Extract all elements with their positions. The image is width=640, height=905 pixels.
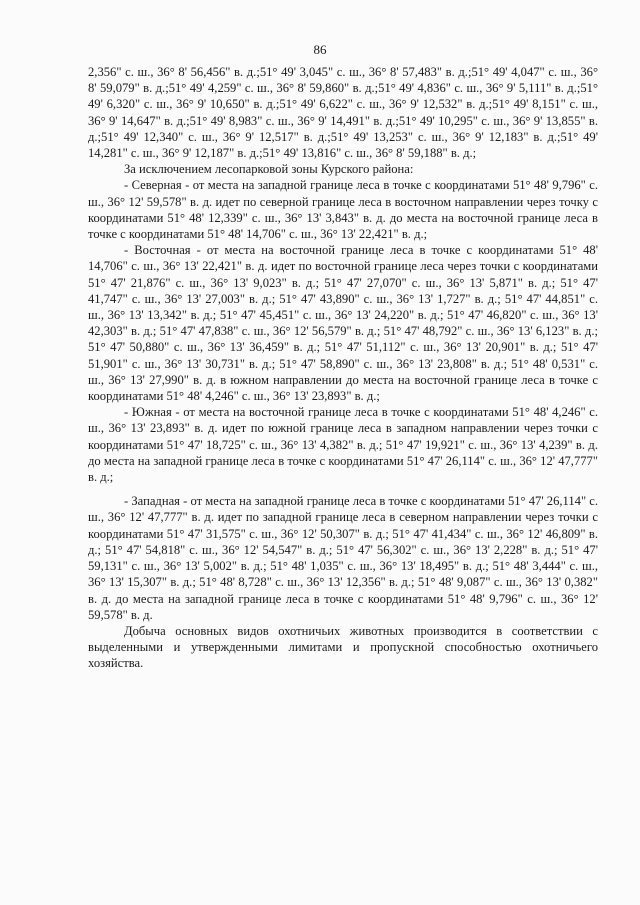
exception-heading: За исключением лесопарковой зоны Курского района: — [124, 162, 414, 177]
page-number: 86 — [313, 42, 327, 57]
south-boundary-paragraph: - Южная - от места на восточной границе леса в точке с координатами 51° 48' 4,246" с. ш., 36° 13' 23,893" в. д. идет по южной границе леса в западном направлении через точки с координатами 51° 47' 18,725" с. ш., 36° 13' 4,382" в. д.; 51° 47' 19,921" с. ш., 36° 13' 4,239" в. д. до места на западной границе леса в точке с координатами 51° 47' 26,114" с. ш., 36° 12' 47,777" в. д.; — [88, 405, 598, 485]
west-boundary-paragraph: - Западная - от места на западной границе леса в точке с координатами 51° 47' 26,114" с. ш., 36° 12' 47,777" в. д. идет по западной границе леса в северном направлении через точки с координатами 51° 47' 31,575" с. ш., 36° 12' 50,307" в. д.; 51° 47' 41,434" с. ш., 36° 12' 46,809" в. д.; 51° 47' 54,818" с. ш., 36° 12' 54,547" в. д.; 51° 47' 56,302" с. ш., 36° 13' 2,228" в. д.; 51° 47' 59,131" с. ш., 36° 13' 5,002" в. д.; 51° 48' 1,035" с. ш., 36° 13' 18,495" в. д.; 51° 48' 3,444" с. ш., 36° 13' 15,307" в. д.; 51° 48' 8,728" с. ш., 36° 13' 12,356" в. д.; 51° 48' 9,087" с. ш., 36° 13' 0,382" в. д. до места на западной границе леса в точке с координатами 51° 48' 9,796" с. ш., 36° 12' 59,578" в. д. — [88, 494, 598, 622]
north-boundary-paragraph: - Северная - от места на западной границе леса в точке с координатами 51° 48' 9,796" с. ш., 36° 12' 59,578" в. д. идет по северной границе леса в восточном направлении через точку с координатами 51° 48' 12,339" с. ш., 36° 13' 3,843" в. д. до места на восточной границе леса в точке с координатами 51° 48' 14,706" с. ш., 36° 13' 22,421" в. д.; — [88, 178, 598, 242]
hunting-limits-paragraph: Добыча основных видов охотничьих животных производится в соответствии с выделенными и утвержденными лимитами и пропускной способностью охотничьего хозяйства. — [88, 623, 598, 671]
document-body — [88, 64, 598, 672]
coordinates-continuation: 2,356" с. ш., 36° 8' 56,456" в. д.;51° 49' 3,045" с. ш., 36° 8' 57,483" в. д.;51° 49' 4,047" с. ш., 36° 8' 59,079" в. д.;51° 49' 4,259" с. ш., 36° 8' 59,860" в. д.;51° 49' 4,836" с. ш., 36° 9' 5,111" в. д.;51° 49' 6,320" с. ш., 36° 9' 10,650" в. д.;51° 49' 6,622" с. ш., 36° 9' 12,532" в. д.;51° 49' 8,151" с. ш., 36° 9' 14,647" в. д.;51° 49' 8,983" с. ш., 36° 9' 14,491" в. д.;51° 49' 10,295" с. ш., 36° 9' 13,855" в. д.;51° 49' 12,340" с. ш., 36° 9' 12,517" в. д.;51° 49' 13,253" с. ш., 36° 9' 12,183" в. д.;51° 49' 14,281" с. ш., 36° 9' 12,187" в. д.;51° 49' 13,816" с. ш., 36° 8' 59,188" в. д.; — [88, 65, 598, 161]
east-boundary-paragraph: - Восточная - от места на восточной границе леса в точке с координатами 51° 48' 14,706" с. ш., 36° 13' 22,421" в. д. идет по восточной границе леса через точки с координатами 51° 47' 21,876" с. ш., 36° 13' 9,023" в. д.; 51° 47' 27,070" с. ш., 36° 13' 5,871" в. д.; 51° 47' 41,747" с. ш., 36° 13' 27,003" в. д.; 51° 47' 43,890" с. ш., 36° 13' 1,727" в. д.; 51° 47' 44,851" с. ш., 36° 13' 13,342" в. д.; 51° 47' 45,451" с. ш., 36° 13' 24,220" в. д.; 51° 47' 46,820" с. ш., 36° 13' 42,303" в. д.; 51° 47' 47,838" с. ш., 36° 12' 56,579" в. д.; 51° 47' 48,792" с. ш., 36° 13' 6,123" в. д.; 51° 47' 50,880" с. ш., 36° 13' 36,459" в. д.; 51° 47' 51,112" с. ш., 36° 13' 20,901" в. д.; 51° 47' 51,901" с. ш., 36° 13' 30,731" в. д.; 51° 47' 58,890" с. ш., 36° 13' 23,808" в. д.; 51° 48' 0,531" с. ш., 36° 13' 27,990" в. д. в южном направлении до места на восточной границе леса в точке с координатами 51° 48' 4,246" с. ш., 36° 13' 23,893" в. д.; — [88, 243, 598, 404]
